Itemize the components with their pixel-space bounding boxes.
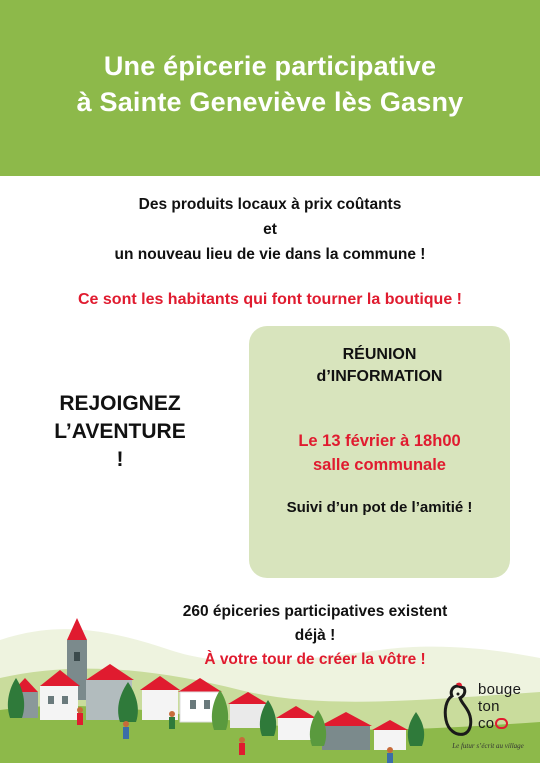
closing-text <box>140 600 490 672</box>
header-banner <box>0 0 540 176</box>
meeting-place: salle communale <box>313 456 446 474</box>
closing-line-1: 260 épiceries participatives existent <box>182 603 448 620</box>
meeting-title-line-2: d’INFORMATION <box>316 368 443 385</box>
meeting-title-line-1: RÉUNION <box>342 346 417 363</box>
page-title-line-1: Une épicerie participative <box>103 51 437 81</box>
logo-word-3 <box>478 716 508 732</box>
logo-slogan: Le futur s’écrit au village <box>452 742 524 750</box>
closing-line-2: déjà ! <box>294 627 336 644</box>
meeting-after: Suivi d’un pot de l’amitié ! <box>286 499 473 516</box>
intro-text <box>0 192 540 267</box>
logo-word-2: ton <box>478 698 500 715</box>
logo-word-1: bouge <box>478 681 522 698</box>
tagline: Ce sont les habitants qui font tourner la boutique ! <box>78 291 462 308</box>
intro-line-3: un nouveau lieu de vie dans la commune ! <box>114 246 426 263</box>
closing-line-3: À votre tour de créer la vôtre ! <box>204 651 426 668</box>
meeting-title <box>249 344 510 388</box>
page-title-line-2: à Sainte Geneviève lès Gasny <box>76 87 464 117</box>
meeting-date-place <box>249 429 510 477</box>
rooster-icon <box>442 682 474 740</box>
logo-word-3-text: co <box>478 715 495 732</box>
join-adventure-heading <box>20 390 220 474</box>
meeting-info-box <box>249 326 510 578</box>
cta-line-1: REJOIGNEZ <box>59 392 181 415</box>
meeting-date: Le 13 février à 18h00 <box>298 432 461 450</box>
cta-line-2: L’AVENTURE <box>54 420 186 443</box>
bouge-ton-coq-logo <box>438 680 538 760</box>
q-icon <box>495 718 508 729</box>
intro-line-2: et <box>263 221 277 238</box>
intro-line-1: Des produits locaux à prix coûtants <box>138 196 402 213</box>
cta-line-3: ! <box>116 448 124 471</box>
